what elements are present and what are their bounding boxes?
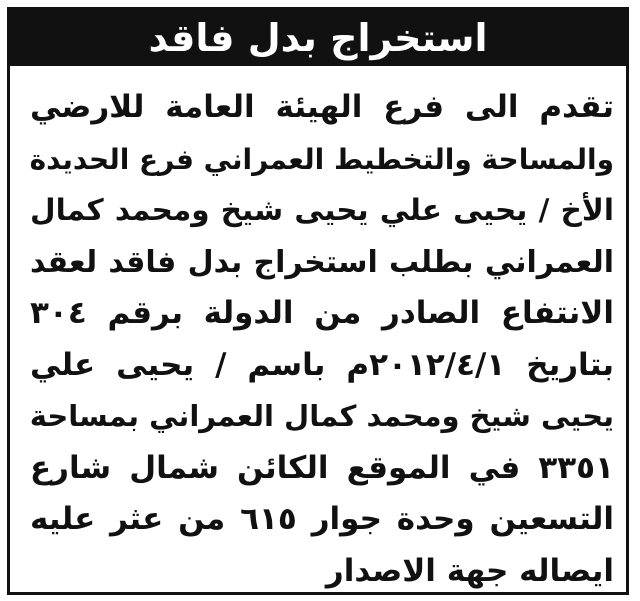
- notice-line: والمساحة والتخطيط العمراني فرع الحديدة: [30, 142, 614, 176]
- notice-line: تقدم الى فرع الهيئة العامة للارضي: [30, 89, 614, 125]
- notice-line: ٣٣٥١ في الموقع الكائن شمال شارع: [30, 449, 614, 486]
- notice-line: العمراني بطلب استخراج بدل فاقد لعقد: [30, 244, 614, 280]
- notice-line: التسعين وحدة جوار ٦١٥ من عثر عليه: [30, 501, 614, 537]
- notice-title: استخراج بدل فاقد: [148, 16, 488, 60]
- notice-line: ايصاله جهة الاصدار: [325, 552, 614, 589]
- title-bar: [10, 10, 626, 66]
- notice-line: الأخ / يحيى علي يحيى شيخ ومحمد كمال: [30, 193, 614, 227]
- notice-line: الانتفاع الصادر من الدولة برقم ٣٠٤: [30, 295, 614, 331]
- notice-box: [7, 7, 629, 595]
- notice-body: [30, 82, 614, 597]
- notice-line: يحيى شيخ ومحمد كمال العمراني بمساحة: [30, 399, 614, 433]
- notice-line: بتاريخ ٢٠١٢/٤/١م باسم / يحيى علي: [30, 346, 614, 383]
